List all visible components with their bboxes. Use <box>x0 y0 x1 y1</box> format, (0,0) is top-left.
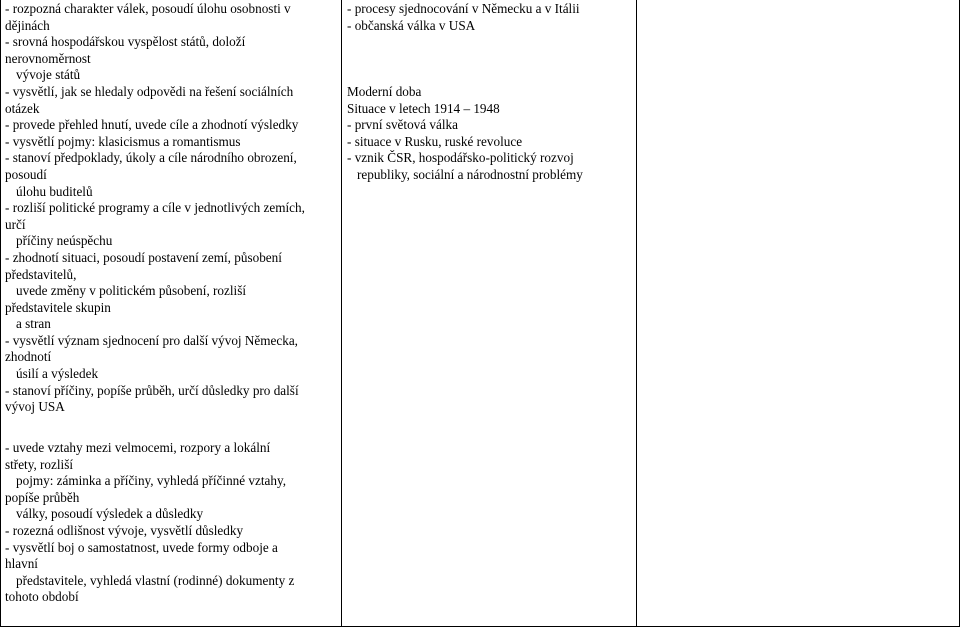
outcome-line: - stanoví předpoklady, úkoly a cíle národního obrození, <box>5 150 297 166</box>
outcome-line: představitelů, <box>5 266 77 282</box>
outcome-line: - vysvětlí pojmy: klasicismus a romantismus <box>5 133 241 149</box>
outcome-line: otázek <box>5 100 40 116</box>
outcome-line: úlohu buditelů <box>16 183 93 199</box>
topic-line: - situace v Rusku, ruské revoluce <box>347 133 523 149</box>
column-divider-2 <box>636 0 637 627</box>
topic-line: republiky, sociální a národnostní problémy <box>357 166 583 182</box>
outcome-line: posoudí <box>5 166 47 182</box>
outcome-line: uvede změny v politickém působení, rozliší <box>16 283 246 299</box>
outcome-line: - zhodnotí situaci, posoudí postavení zemí, působení <box>5 249 282 265</box>
outcome-line: představitele skupin <box>5 299 111 315</box>
outcome-line: - stanoví příčiny, popíše průběh, určí důsledky pro další <box>5 382 299 398</box>
outcome-line: - vysvětlí, jak se hledaly odpovědi na řešení sociálních <box>5 83 294 99</box>
topics-column <box>347 1 632 184</box>
topic-line: - vznik ČSR, hospodářsko-politický rozvoj <box>347 150 574 166</box>
table-border-left <box>0 0 1 627</box>
outcome-line: pojmy: záminka a příčiny, vyhledá příčinné vztahy, <box>16 473 287 489</box>
outcomes-column-top <box>5 1 338 416</box>
outcome-line: příčiny neúspěchu <box>16 233 113 249</box>
outcome-line: nerovnoměrnost <box>5 50 91 66</box>
outcome-line: - vysvětlí boj o samostatnost, uvede formy odboje a <box>5 539 278 555</box>
section-title: Moderní doba <box>347 83 422 99</box>
outcome-line: - provede přehled hnutí, uvede cíle a zhodnotí výsledky <box>5 117 299 133</box>
outcome-line: - uvede vztahy mezi velmocemi, rozpory a lokální <box>5 440 271 455</box>
outcome-line: popíše průběh <box>5 489 80 505</box>
outcome-line: zhodnotí <box>5 349 52 365</box>
outcome-line: vývoje států <box>16 67 81 83</box>
outcome-line: - rozpozná charakter válek, posoudí úlohu osobnosti v <box>5 1 291 16</box>
outcome-line: - vysvětlí význam sjednocení pro další vývoj Německa, <box>5 332 298 348</box>
outcome-line: vývoj USA <box>5 399 65 415</box>
outcome-line: - srovná hospodářskou vyspělost států, doloží <box>5 34 246 50</box>
outcome-line: představitele, vyhledá vlastní (rodinné) dokumenty z <box>16 572 295 588</box>
topic-line: Situace v letech 1914 – 1948 <box>347 100 500 116</box>
outcome-line: úsilí a výsledek <box>16 366 99 382</box>
outcome-line: hlavní <box>5 556 38 572</box>
outcome-line: - rozezná odlišnost vývoje, vysvětlí důsledky <box>5 522 244 538</box>
topic-line: - občanská válka v USA <box>347 17 476 33</box>
column-divider-1 <box>341 0 342 627</box>
outcome-line: tohoto období <box>5 589 79 605</box>
outcome-line: války, posoudí výsledek a důsledky <box>16 506 204 522</box>
outcome-line: dějinách <box>5 17 50 33</box>
outcome-line: určí <box>5 216 26 232</box>
outcome-line: - rozliší politické programy a cíle v jednotlivých zemích, <box>5 200 305 216</box>
topic-line: - první světová válka <box>347 117 458 133</box>
spacer <box>347 67 632 84</box>
outcome-line: střety, rozliší <box>5 456 73 472</box>
outcomes-column-bottom <box>5 440 338 606</box>
spacer <box>347 34 632 51</box>
outcome-line: a stran <box>16 316 51 332</box>
topic-line: - procesy sjednocování v Německu a v Itálii <box>347 1 580 16</box>
spacer <box>347 51 632 68</box>
